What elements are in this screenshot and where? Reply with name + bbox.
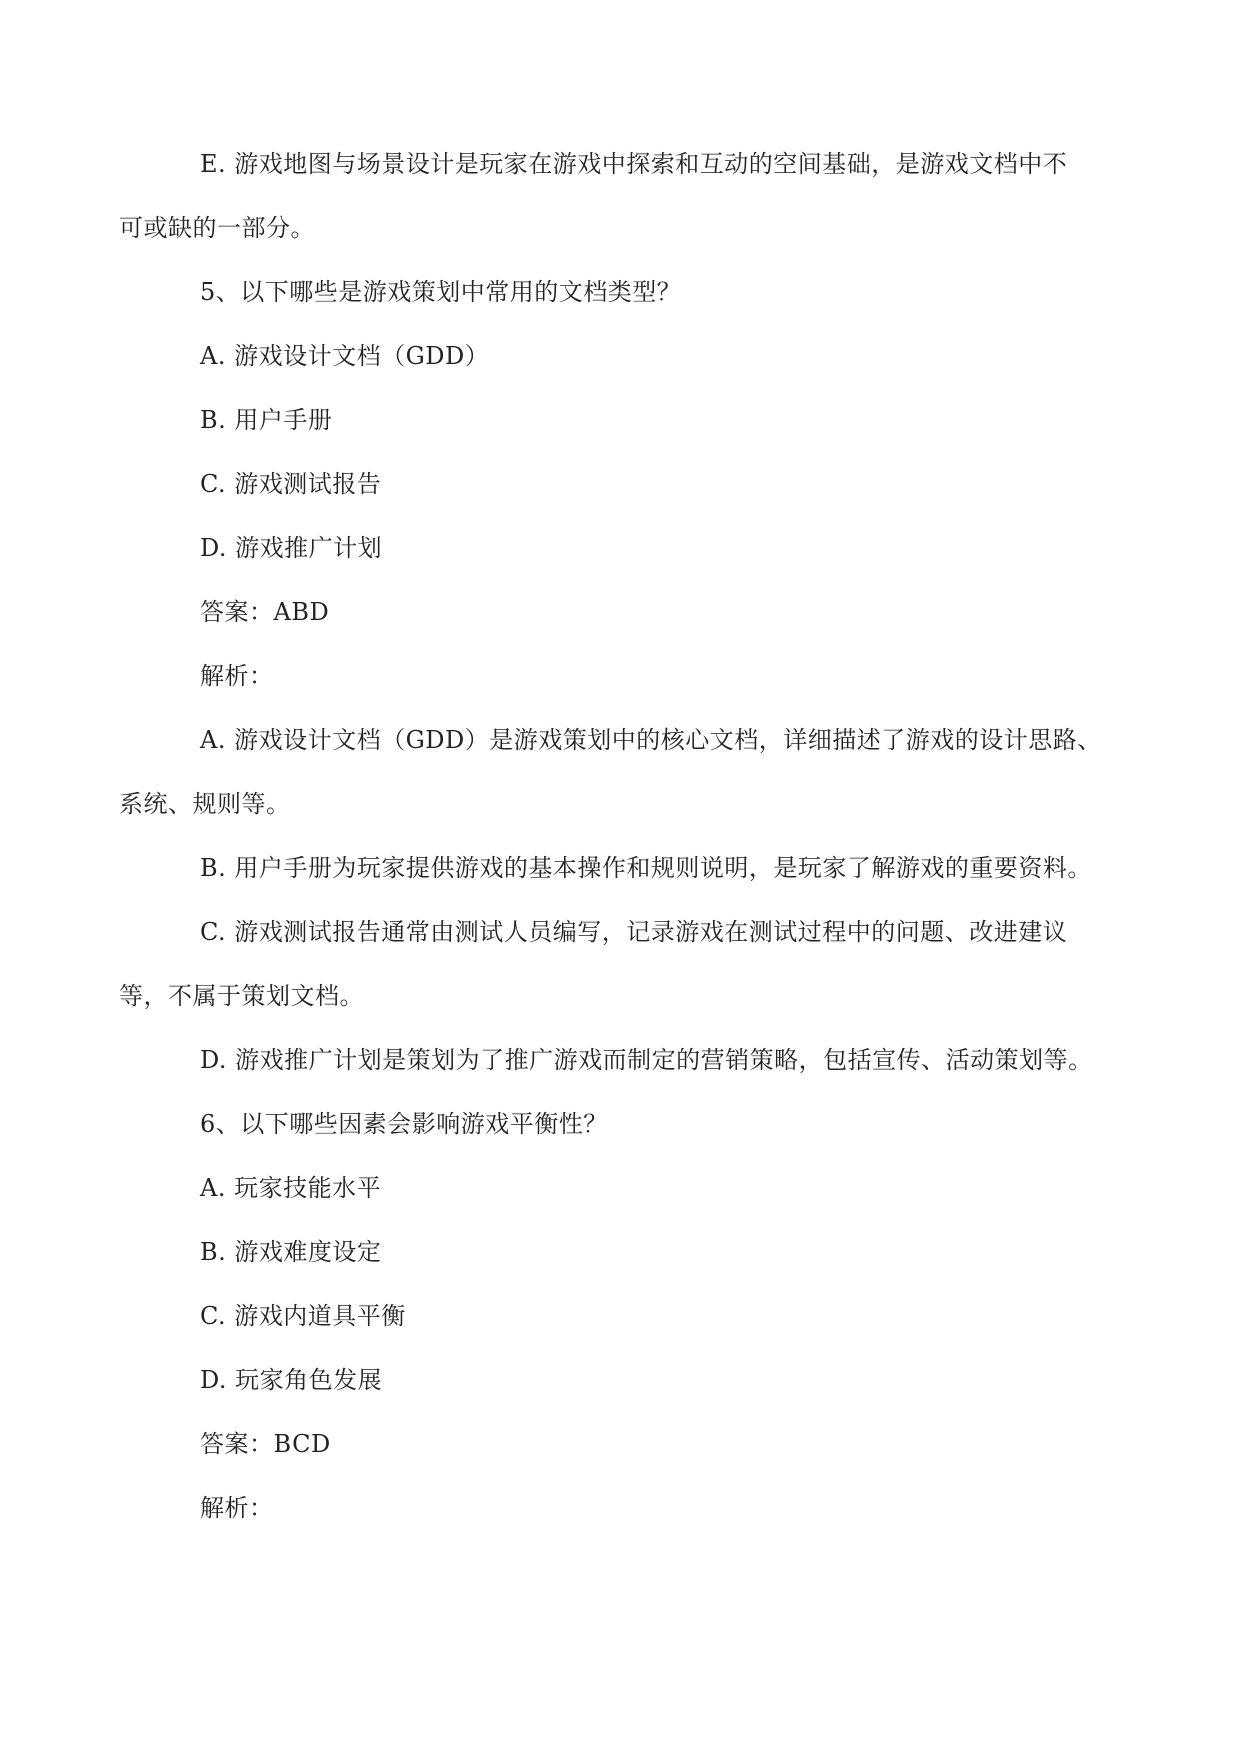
option-a: A. 玩家技能水平 (200, 1174, 382, 1202)
paragraph-line: C. 游戏测试报告通常由测试人员编写，记录游戏在测试过程中的问题、改进建议 (200, 918, 1068, 946)
answer-line: 答案：BCD (200, 1430, 331, 1458)
option-d: D. 游戏推广计划 (200, 534, 383, 562)
option-c: C. 游戏内道具平衡 (200, 1302, 406, 1330)
option-d: D. 玩家角色发展 (200, 1366, 383, 1394)
paragraph-line: 等，不属于策划文档。 (119, 982, 364, 1010)
question-heading: 6、以下哪些因素会影响游戏平衡性？ (200, 1110, 608, 1138)
paragraph-line: A. 游戏设计文档（GDD）是游戏策划中的核心文档，详细描述了游戏的设计思路、 (200, 726, 1102, 754)
paragraph-line: B. 用户手册为玩家提供游戏的基本操作和规则说明，是玩家了解游戏的重要资料。 (200, 854, 1092, 882)
analysis-heading: 解析： (200, 662, 274, 690)
paragraph-line: 可或缺的一部分。 (119, 214, 315, 242)
question-heading: 5、以下哪些是游戏策划中常用的文档类型？ (200, 278, 682, 306)
paragraph-line: D. 游戏推广计划是策划为了推广游戏而制定的营销策略，包括宣传、活动策划等。 (200, 1046, 1093, 1074)
option-b: B. 用户手册 (200, 406, 333, 434)
answer-line: 答案：ABD (200, 598, 330, 626)
option-c: C. 游戏测试报告 (200, 470, 382, 498)
option-b: B. 游戏难度设定 (200, 1238, 382, 1266)
analysis-heading: 解析： (200, 1494, 274, 1522)
option-a: A. 游戏设计文档（GDD） (200, 342, 490, 370)
paragraph-line: 系统、规则等。 (119, 790, 291, 818)
paragraph-line: E. 游戏地图与场景设计是玩家在游戏中探索和互动的空间基础，是游戏文档中不 (200, 150, 1068, 178)
